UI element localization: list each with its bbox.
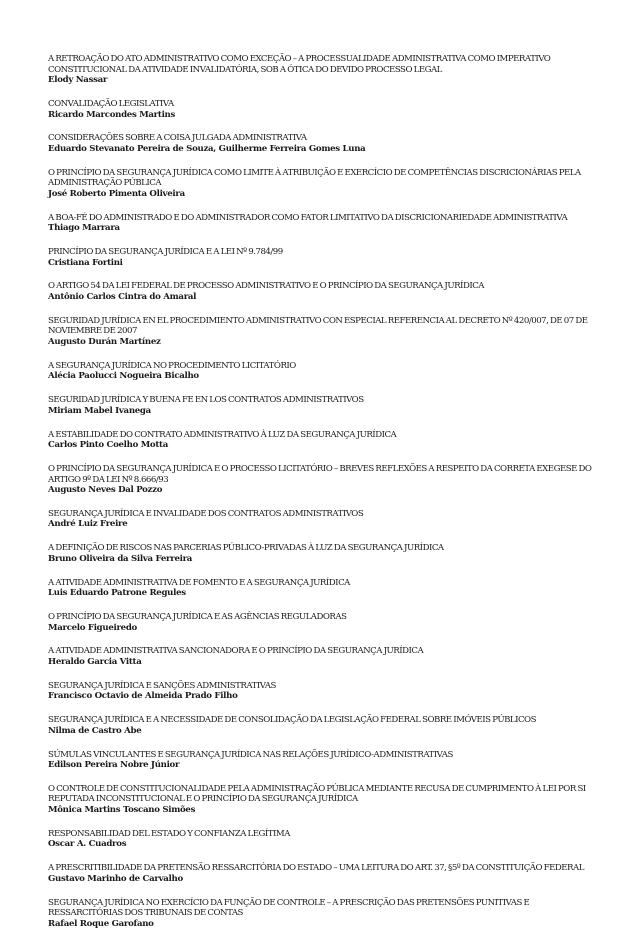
entry-title: SÚMULAS VINCULANTES E SEGURANÇA JURÍDICA NAS RELAÇÕES JURÍDICO-ADMINISTRATIVAS xyxy=(48,749,453,760)
entry-title: PRINCÍPIO DA SEGURANÇA JURÍDICA E A LEI Nº 9.784/99 xyxy=(48,247,283,258)
entry-author: André Luiz Freire xyxy=(48,519,128,530)
toc-entry xyxy=(48,509,596,530)
entry-author: Alécia Paolucci Nogueira Bicalho xyxy=(48,371,199,382)
entry-author: Antônio Carlos Cintra do Amaral xyxy=(48,292,197,303)
entry-author: Miriam Mabel Ivanega xyxy=(48,405,151,416)
entry-title: O PRINCÍPIO DA SEGURANÇA JURÍDICA COMO LIMITE À ATRIBUIÇÃO E EXERCÍCIO DE COMPETÊNCIAS DISCRICIONÁRIAS PELA ADMINISTRAÇÃO PÚBLICA xyxy=(48,167,581,189)
toc-entry xyxy=(48,715,596,736)
entry-title: A SEGURANÇA JURÍDICA NO PROCEDIMENTO LICITATÓRIO xyxy=(48,360,296,371)
entry-title: A DEFINIÇÃO DE RISCOS NAS PARCERIAS PÚBLICO-PRIVADAS À LUZ DA SEGURANÇA JURÍDICA xyxy=(48,543,444,554)
entry-author: Cristiana Fortini xyxy=(48,257,123,268)
entry-author: José Roberto Pimenta Oliveira xyxy=(48,188,185,199)
entry-author: Marcelo Figueiredo xyxy=(48,622,137,633)
entry-author: Heraldo Garcia Vitta xyxy=(48,656,142,667)
entry-title: A ESTABILIDADE DO CONTRATO ADMINISTRATIVO À LUZ DA SEGURANÇA JURÍDICA xyxy=(48,429,397,440)
entry-author: Edilson Pereira Nobre Júnior xyxy=(48,760,180,771)
toc-entry xyxy=(48,316,596,348)
entry-author: Ricardo Marcondes Martins xyxy=(48,109,176,120)
entry-author: Luis Eduardo Patrone Regules xyxy=(48,588,186,599)
entry-title: CONVALIDAÇÃO LEGISLATIVA xyxy=(48,98,174,109)
entry-title: A RETROAÇÃO DO ATO ADMINISTRATIVO COMO EXCEÇÃO – A PROCESSUALIDADE ADMINISTRATIVA COMO IMPERATIVO CONSTITUCIONAL DA ATIVIDADE INVALIDATÓRIA, SOB A ÓTICA DO DEVIDO PROCESSO LEGAL xyxy=(48,54,551,75)
entry-author: Francisco Octavio de Almeida Prado Filho xyxy=(48,691,238,702)
entry-title: SEGURANÇA JURÍDICA E SANÇÕES ADMINISTRATIVAS xyxy=(48,680,276,691)
entry-author: Elody Nassar xyxy=(48,75,108,86)
toc-entry xyxy=(48,750,596,771)
toc-entry xyxy=(48,361,596,382)
toc-entry xyxy=(48,829,596,850)
toc-entry xyxy=(48,168,596,200)
entry-title: A PRESCRITIBILIDADE DA PRETENSÃO RESSARCITÓRIA DO ESTADO – UMA LEITURA DO ART. 37, §5º DA CONSTITUIÇÃO FEDERAL xyxy=(48,863,584,874)
entry-author: Carlos Pinto Coelho Motta xyxy=(48,440,168,451)
toc-entry xyxy=(48,430,596,451)
toc-entry xyxy=(48,54,596,86)
toc-entry xyxy=(48,99,596,120)
entry-title: O PRINCÍPIO DA SEGURANÇA JURÍDICA E O PROCESSO LICITATÓRIO – BREVES REFLEXÕES A RESPEITO DA CORRETA EXEGESE DO ARTIGO 9º DA LEI Nº 8.666/93 xyxy=(48,463,592,485)
toc-entry xyxy=(48,281,596,302)
table-of-contents xyxy=(48,54,596,943)
entry-title: O CONTROLE DE CONSTITUCIONALIDADE PELA ADMINISTRAÇÃO PÚBLICA MEDIANTE RECUSA DE CUMPRIMENTO À LEI POR SI REPUTADA INCONSTITUCIONAL E O PRINCÍPIO DA SEGURANÇA JURÍDICA xyxy=(48,783,586,805)
toc-entry xyxy=(48,247,596,268)
entry-title: A ATIVIDADE ADMINISTRATIVA SANCIONADORA E O PRINCÍPIO DA SEGURANÇA JURÍDICA xyxy=(48,646,424,657)
entry-author: Nilma de Castro Abe xyxy=(48,725,142,736)
toc-entry xyxy=(48,784,596,816)
entry-author: Gustavo Marinho de Carvalho xyxy=(48,873,183,884)
entry-title: SEGURANÇA JURÍDICA E A NECESSIDADE DE CONSOLIDAÇÃO DA LEGISLAÇÃO FEDERAL SOBRE IMÓVEIS PÚBLICOS xyxy=(48,715,536,726)
toc-entry xyxy=(48,543,596,564)
toc-entry xyxy=(48,646,596,667)
entry-author: Mônica Martins Toscano Simões xyxy=(48,805,196,816)
entry-author: Bruno Oliveira da Silva Ferreira xyxy=(48,553,193,564)
entry-title: CONSIDERAÇÕES SOBRE A COISA JULGADA ADMINISTRATIVA xyxy=(48,133,307,144)
toc-entry xyxy=(48,133,596,154)
toc-entry xyxy=(48,612,596,633)
entry-title: RESPONSABILIDAD DEL ESTADO Y CONFIANZA LEGÍTIMA xyxy=(48,828,290,839)
entry-title: O ARTIGO 54 DA LEI FEDERAL DE PROCESSO ADMINISTRATIVO E O PRINCÍPIO DA SEGURANÇA JURÍDICA xyxy=(48,281,485,292)
entry-author: Augusto Neves Dal Pozzo xyxy=(48,485,163,496)
toc-entry xyxy=(48,464,596,496)
entry-author: Thiago Marrara xyxy=(48,223,120,234)
entry-title: A BOA-FÉ DO ADMINISTRADO E DO ADMINISTRADOR COMO FATOR LIMITATIVO DA DISCRICIONARIEDADE ADMINISTRATIVA xyxy=(48,212,568,223)
entry-title: SEGURIDAD JURÍDICA EN EL PROCEDIMIENTO ADMINISTRATIVO CON ESPECIAL REFERENCIA AL DECRETO Nº 420/007, DE 07 DE NOVIEMBRE DE 2007 xyxy=(48,315,588,337)
toc-entry xyxy=(48,395,596,416)
entry-title: O PRINCÍPIO DA SEGURANÇA JURÍDICA E AS AGÊNCIAS REGULADORAS xyxy=(48,612,347,622)
toc-entry xyxy=(48,681,596,702)
entry-title: A ATIVIDADE ADMINISTRATIVA DE FOMENTO E A SEGURANÇA JURÍDICA xyxy=(48,577,350,588)
toc-entry xyxy=(48,213,596,234)
entry-author: Oscar A. Cuadros xyxy=(48,839,127,850)
entry-title: SEGURANÇA JURÍDICA E INVALIDADE DOS CONTRATOS ADMINISTRATIVOS xyxy=(48,508,364,519)
entry-title: SEGURANÇA JURÍDICA NO EXERCÍCIO DA FUNÇÃO DE CONTROLE – A PRESCRIÇÃO DAS PRETENSÕES PUNITIVAS E RESSARCITÓRIAS DOS TRIBUNAIS DE CONTAS xyxy=(48,897,530,919)
toc-entry xyxy=(48,898,596,930)
toc-entry xyxy=(48,863,596,884)
entry-author: Rafael Roque Garofano xyxy=(48,918,154,929)
entry-author: Eduardo Stevanato Pereira de Souza, Guilherme Ferreira Gomes Luna xyxy=(48,143,366,154)
toc-entry xyxy=(48,578,596,599)
entry-author: Augusto Durán Martínez xyxy=(48,337,161,347)
entry-title: SEGURIDAD JURÍDICA Y BUENA FE EN LOS CONTRATOS ADMINISTRATIVOS xyxy=(48,395,364,406)
